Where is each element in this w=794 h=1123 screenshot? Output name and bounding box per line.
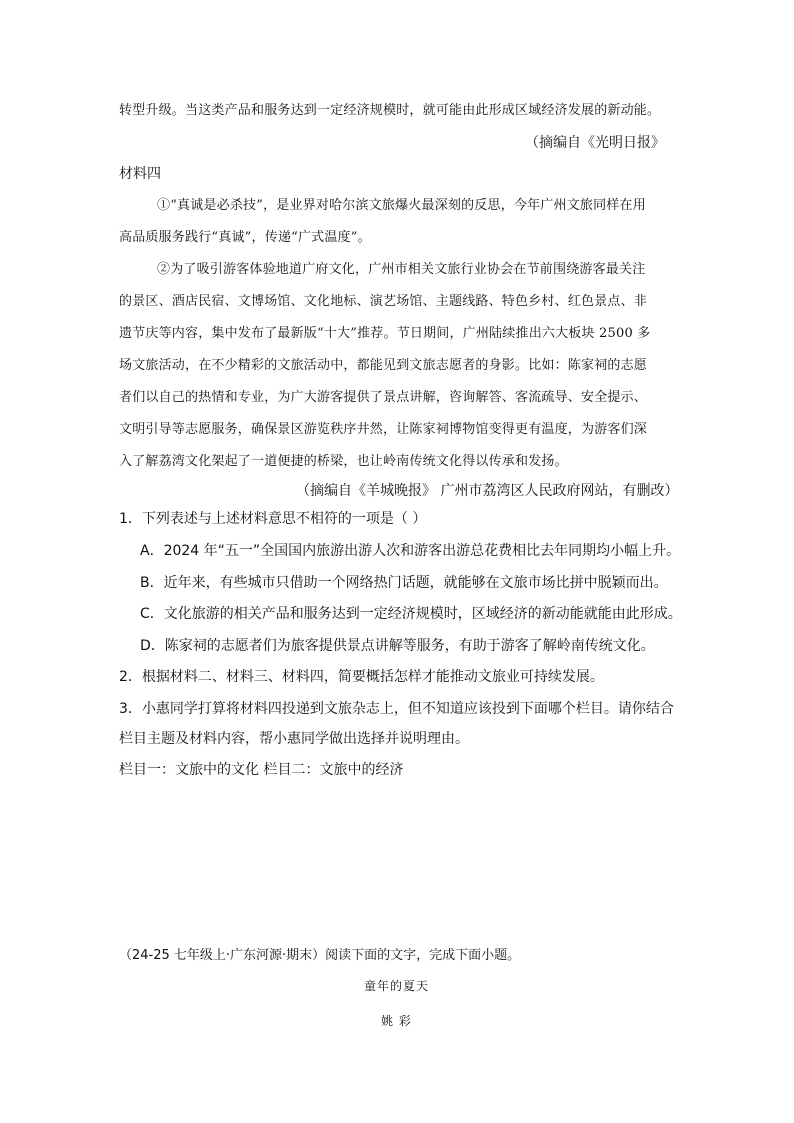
question-3-line1: 3．小惠同学打算将材料四投递到文旅杂志上，但不知道应该投到下面哪个栏目。请你结合: [119, 701, 674, 717]
question-1-option-b: B．近年来，有些城市只借助一个网络热门话题，就能够在文旅市场比拼中脱颖而出。: [140, 575, 668, 591]
material4-p2-line2: 的景区、酒店民宿、文博场馆、文化地标、演艺场馆、主题线路、特色乡村、红色景点、非: [119, 294, 648, 309]
material4-p2-line4: 场文旅活动，在不少精彩的文旅活动中，都能见到文旅志愿者的身影。比如：陈家祠的志愿: [119, 358, 648, 373]
question-3-line2: 栏目主题及材料内容，帮小惠同学做出选择并说明理由。: [119, 731, 469, 747]
material4-p2-line7: 入了解荔湾文化架起了一道便捷的桥梁，也让岭南传统文化得以传承和发扬。: [119, 454, 568, 469]
material4-p1-line1: ①“真诚是必杀技”，是业界对哈尔滨文旅爆火最深刻的反思，今年广州文旅同样在用: [157, 198, 646, 213]
material3-source: （摘编自《光明日报》: [525, 135, 665, 151]
question-1-option-c: C．文化旅游的相关产品和服务达到一定经济规模时，区域经济的新动能就能由此形成。: [140, 606, 682, 622]
material4-heading: 材料四: [119, 166, 161, 182]
article-author: 姚 彩: [381, 1014, 412, 1028]
article-title: 童年的夏天: [364, 979, 430, 993]
question-1-option-d: D．陈家祠的志愿者们为旅客提供景点讲解等服务，有助于游客了解岭南传统文化。: [140, 638, 655, 654]
material4-p2-line3: 遗节庆等内容，集中发布了最新版“十大”推荐。节日期间，广州陆续推出六大板块 2500 多: [119, 326, 651, 341]
material4-p2-line6: 文明引导等志愿服务，确保景区游览秩序井然，让陈家祠博物馆变得更有温度，为游客们深: [119, 422, 648, 437]
material4-p1-line2: 高品质服务践行“真诚”，传递“广式温度”。: [119, 230, 371, 245]
question-3-columns: 栏目一：文旅中的文化 栏目二：文旅中的经济: [119, 762, 404, 778]
question-1: 1．下列表述与上述材料意思不相符的一项是（ ）: [119, 511, 427, 527]
reading-intro: （24-25 七年级上·广东河源·期末）阅读下面的文字，完成下面小题。: [119, 948, 521, 963]
material4-p2-line1: ②为了吸引游客体验地道广府文化，广州市相关文旅行业协会在节前围绕游客最关注: [157, 262, 646, 277]
question-2: 2．根据材料二、材料三、材料四，简要概括怎样才能推动文旅业可持续发展。: [119, 669, 604, 685]
question-1-option-a: A．2024 年“五一”全国国内旅游出游人次和游客出游总花费相比去年同期均小幅上升。: [140, 543, 681, 559]
material4-p2-line5: 者们以自己的热情和专业，为广大游客提供了景点讲解，咨询解答、客流疏导、安全提示、: [119, 390, 648, 405]
material4-source: （摘编自《羊城晚报》 广州市荔湾区人民政府网站，有删改）: [296, 483, 679, 499]
material3-last-line: 转型升级。当这类产品和服务达到一定经济规模时，就可能由此形成区域经济发展的新动能。: [119, 103, 661, 118]
